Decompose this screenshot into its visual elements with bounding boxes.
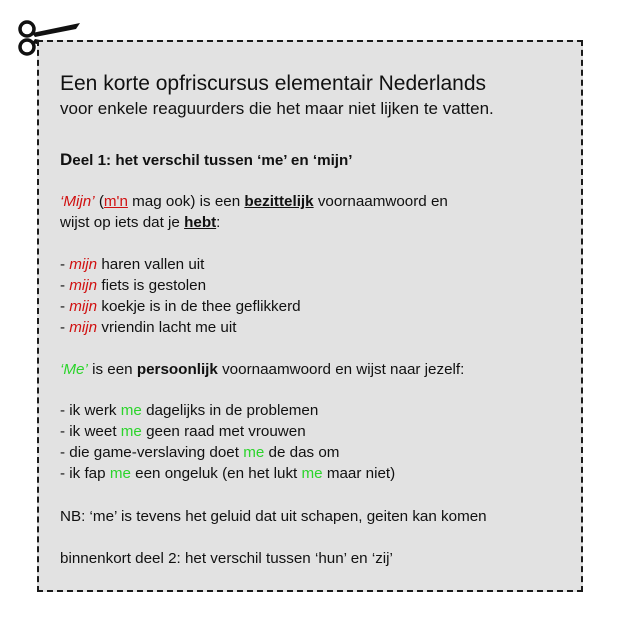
dash: -	[60, 277, 70, 294]
mijn-word: mijn	[69, 319, 98, 336]
persoonlijk-term: persoonlijk	[136, 361, 218, 378]
example-text: een ongeluk (en het lukt	[130, 465, 302, 482]
bezittelijk-term: bezittelijk	[244, 193, 314, 210]
example-text: vriendin lacht me uit	[97, 319, 237, 336]
dash: -	[60, 319, 70, 336]
me-word: me	[243, 444, 265, 461]
me-example	[60, 402, 318, 419]
me-definition	[60, 361, 464, 378]
example-text: de das om	[264, 444, 340, 461]
mijn-word: mijn	[69, 277, 98, 294]
quote-close: ’	[91, 193, 95, 210]
me-text2: voornaamwoord en wijst naar jezelf:	[217, 361, 465, 378]
me-example	[60, 444, 339, 461]
mijn-text1: mag ook) is een	[127, 193, 245, 210]
mijn-definition-line-1	[60, 193, 448, 210]
example-text: haren vallen uit	[97, 256, 205, 273]
page-title: Een korte opfriscursus elementair Nederlands	[60, 72, 487, 95]
paren-open: (	[94, 193, 104, 210]
me-example	[60, 423, 306, 440]
me-word: me	[120, 402, 142, 419]
footer-note: binnenkort deel 2: het verschil tussen ‘hun’ en ‘zij’	[60, 550, 393, 567]
heading-rest: eel 1: het verschil tussen ‘me’ en ‘mijn’	[72, 152, 353, 169]
example-text: fiets is gestolen	[97, 277, 207, 294]
me-text1: is een	[87, 361, 137, 378]
hebt-term: hebt	[184, 214, 217, 231]
example-text: - ik werk	[60, 402, 121, 419]
mijn-word: mijn	[69, 298, 98, 315]
mijn-alt: m'n	[103, 193, 128, 210]
mijn-example	[60, 256, 204, 273]
line2-text: wijst op iets dat je	[60, 214, 185, 231]
mijn-example	[60, 277, 206, 294]
dash: -	[60, 298, 70, 315]
example-text: - ik weet	[60, 423, 121, 440]
mijn-example	[60, 298, 301, 315]
example-text: dagelijks in de problemen	[141, 402, 319, 419]
dash: -	[60, 256, 70, 273]
line2-end: :	[216, 214, 221, 231]
mijn-word: mijn	[69, 256, 98, 273]
mijn-example	[60, 319, 236, 336]
quote-open: ‘	[60, 361, 64, 378]
mijn-word: Mijn	[63, 193, 92, 210]
quote-open: ‘	[60, 193, 64, 210]
me-word: me	[120, 423, 142, 440]
me-word: me	[109, 465, 131, 482]
example-text: koekje is in de thee geflikkerd	[97, 298, 301, 315]
example-text: - die game-verslaving doet	[60, 444, 244, 461]
me-example	[60, 465, 395, 482]
example-text: - ik fap	[60, 465, 110, 482]
example-text: maar niet)	[322, 465, 396, 482]
mijn-definition-line-2	[60, 214, 220, 231]
me-word: Me’	[63, 361, 88, 378]
example-text: geen raad met vrouwen	[141, 423, 306, 440]
page-subtitle: voor enkele reaguurders die het maar niet lijken te vatten.	[60, 99, 494, 118]
nb-note: NB: ‘me’ is tevens het geluid dat uit schapen, geiten kan komen	[60, 508, 487, 525]
section-heading	[60, 150, 353, 170]
heading-first-letter: D	[60, 150, 73, 169]
mijn-text2: voornaamwoord en	[313, 193, 448, 210]
me-word: me	[301, 465, 323, 482]
